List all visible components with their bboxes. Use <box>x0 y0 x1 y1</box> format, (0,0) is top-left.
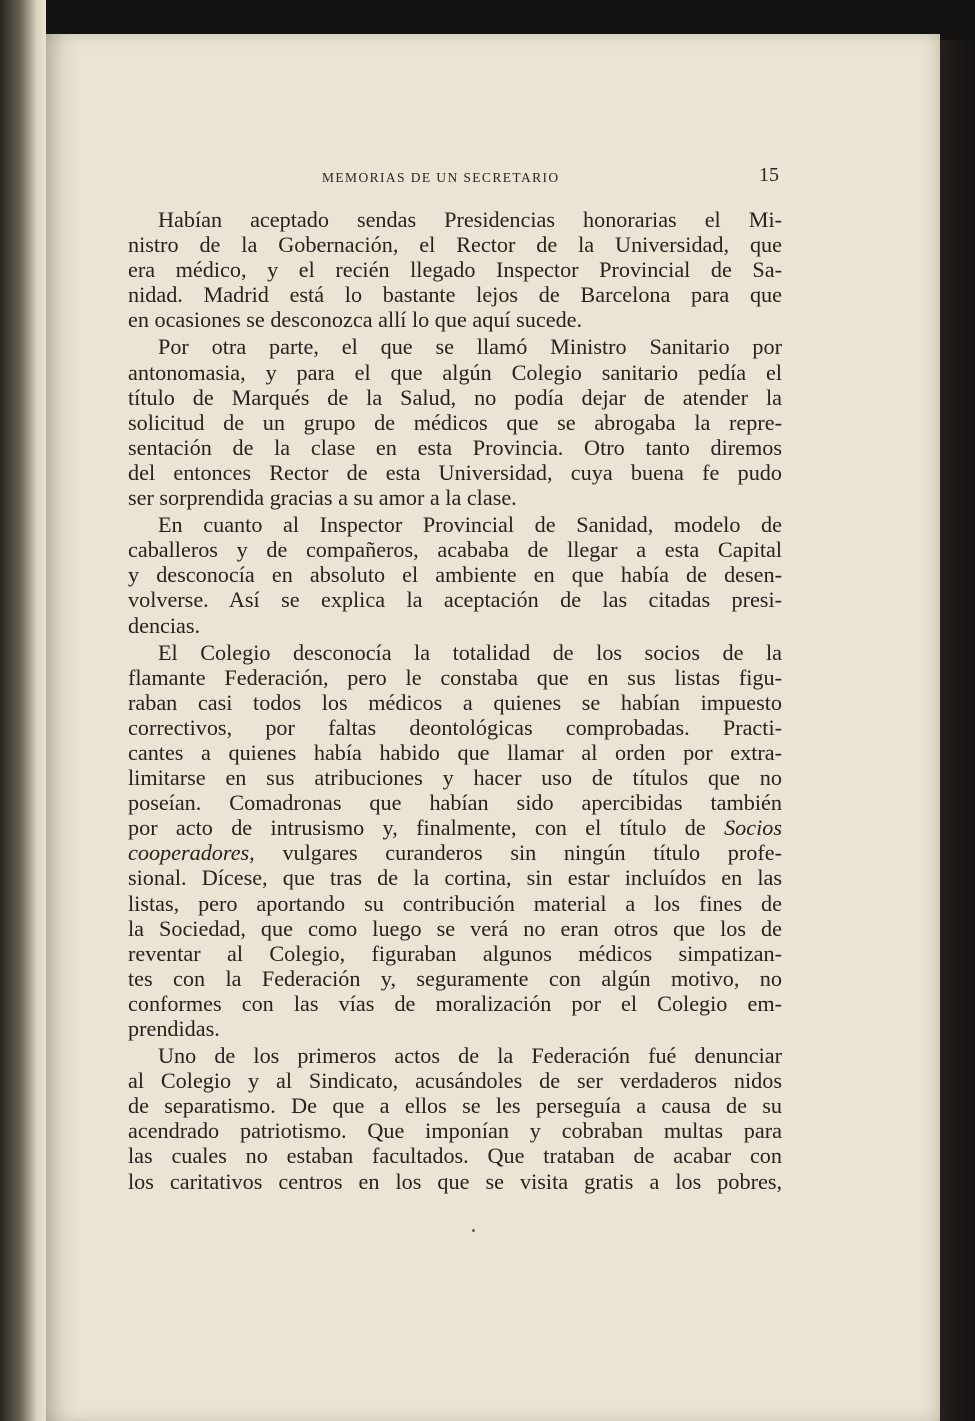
text-line: solicitud de un grupo de médicos que se abrogaba la repre- <box>128 409 782 435</box>
text-line: El Colegio desconocía la totalidad de los socios de la <box>158 639 782 665</box>
text-line: correctivos, por faltas deontológicas comprobadas. Practi- <box>128 714 782 740</box>
text-line: acendrado patriotismo. Que imponían y cobraban multas para <box>128 1118 782 1144</box>
text-line: los caritativos centros en los que se visita gratis a los pobres, <box>128 1168 782 1194</box>
text-line: volverse. Así se explica la aceptación de las citadas presi- <box>128 587 782 613</box>
page-right-border <box>940 40 975 1421</box>
italic-term: cooperadores, <box>128 840 255 866</box>
text-line: En cuanto al Inspector Provincial de Sanidad, modelo de <box>158 512 782 538</box>
text-line: sentación de la clase en esta Provincia. Otro tanto diremos <box>128 434 782 460</box>
text-line: del entonces Rector de esta Universidad, cuya buena fe pudo <box>128 459 782 485</box>
italic-term: Socios <box>724 815 782 841</box>
text-segment: por acto de intrusismo y, finalmente, con el título de <box>128 815 706 841</box>
page-number: 15 <box>759 164 779 186</box>
text-line: raban casi todos los médicos a quienes se habían impuesto <box>128 689 782 715</box>
text-line: Uno de los primeros actos de la Federación fué denunciar <box>158 1043 782 1069</box>
text-line: tes con la Federación y, seguramente con algún motivo, no <box>128 965 782 991</box>
paper-speck <box>472 1229 475 1232</box>
text-line: limitarse en sus atribuciones y hacer uso de títulos que no <box>128 765 782 791</box>
text-line: Por otra parte, el que se llamó Ministro Sanitario por <box>158 334 782 360</box>
text-line: flamante Federación, pero le constaba que en sus listas figu- <box>128 664 782 690</box>
text-line: la Sociedad, que como luego se verá no eran otros que los de <box>128 915 782 941</box>
text-line: y desconocía en absoluto el ambiente en que había de desen- <box>128 562 782 588</box>
text-line: prendidas. <box>128 1016 220 1041</box>
text-line <box>128 815 782 840</box>
text-line: ser sorprendida gracias a su amor a la clase. <box>128 485 517 511</box>
text-line: sional. Dícese, que tras de la cortina, sin estar incluídos en las <box>128 865 782 891</box>
text-line: dencias. <box>128 612 201 638</box>
text-line: caballeros y de compañeros, acababa de llegar a esta Capital <box>128 537 782 563</box>
previous-page-edge <box>0 0 46 1421</box>
text-line: conformes con las vías de moralización por el Colegio em- <box>128 990 782 1016</box>
text-line: cantes a quienes había habido que llamar al orden por extra- <box>128 739 782 765</box>
body-text <box>128 207 782 1194</box>
text-line: listas, pero aportando su contribución material a los fines de <box>128 890 782 916</box>
text-line: nistro de la Gobernación, el Rector de la Universidad, que <box>128 232 782 258</box>
text-line: de separatismo. De que a ellos se les perseguía a causa de su <box>128 1093 782 1119</box>
text-line: era médico, y el recién llegado Inspector Provincial de Sa- <box>128 257 782 283</box>
text-line <box>128 840 782 865</box>
text-line: antonomasia, y para el que algún Colegio sanitario pedía el <box>128 359 782 385</box>
text-line: reventar al Colegio, figuraban algunos médicos simpatizan- <box>128 940 782 966</box>
text-line: poseían. Comadronas que habían sido apercibidas también <box>128 790 782 816</box>
text-line: Habían aceptado sendas Presidencias honorarias el Mi- <box>158 207 782 232</box>
text-line: al Colegio y al Sindicato, acusándoles de ser verdaderos nidos <box>128 1068 782 1094</box>
text-line: las cuales no estaban facultados. Que trataban de acabar con <box>128 1143 782 1169</box>
text-line: en ocasiones se desconozca allí lo que aquí sucede. <box>128 307 583 333</box>
running-head: MEMORIAS DE UN SECRETARIO <box>322 170 560 185</box>
text-segment: vulgares curanderos sin ningún título profe- <box>282 840 782 866</box>
text-line: título de Marqués de la Salud, no podía dejar de atender la <box>128 384 782 410</box>
text-line: nidad. Madrid está lo bastante lejos de Barcelona para que <box>128 282 782 308</box>
